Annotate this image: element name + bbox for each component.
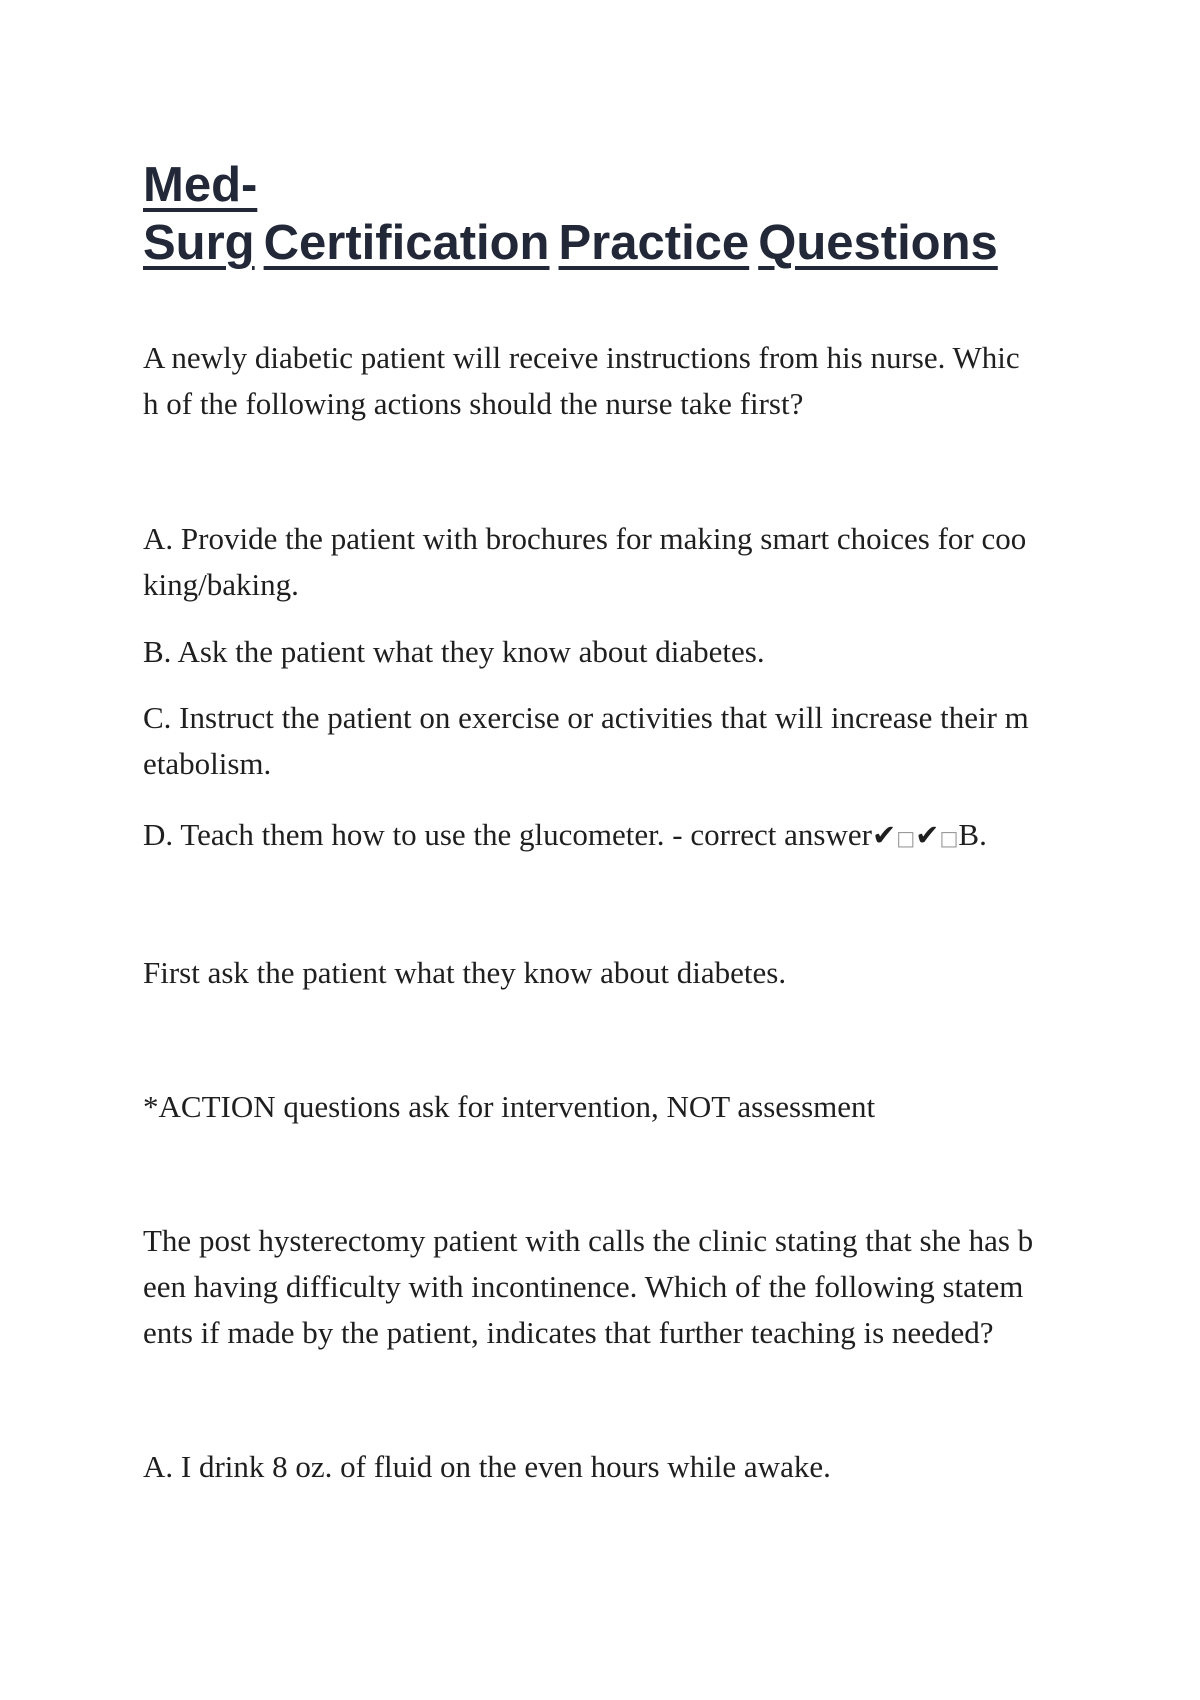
title-word: Med- [143, 158, 258, 212]
question-1-option-b: B. Ask the patient what they know about diabetes. [143, 634, 765, 669]
question-2-option-a: A. I drink 8 oz. of fluid on the even hours while awake. [143, 1449, 831, 1484]
answer-letter: B. [958, 817, 987, 852]
question-1-stem: A newly diabetic patient will receive instructions from his nurse. Whic h of the following actions should the nurse take first? [143, 340, 1020, 421]
title-word: Certification [263, 216, 550, 270]
question-2-stem: The post hysterectomy patient with calls the clinic stating that she has b een having difficulty with incontinence. Which of the following statem ents if made by the patient, indicates that further teaching is needed? [143, 1223, 1034, 1350]
option-d-text: D. Teach them how to use the glucometer. - correct answer [143, 817, 872, 852]
question-1-option-a: A. Provide the patient with brochures for making smart choices for coo king/baking. [143, 521, 1027, 602]
question-1-option-c: C. Instruct the patient on exercise or activities that will increase their m etabolism. [143, 700, 1029, 781]
question-1-rationale: First ask the patient what they know about diabetes. [143, 955, 787, 990]
page-title [143, 156, 1093, 272]
title-word: Questions [758, 216, 998, 270]
check-icon: ✔ [915, 818, 940, 852]
title-line-2 [143, 214, 1093, 272]
title-word: Surg [143, 216, 255, 270]
question-1-option-d [143, 812, 1083, 861]
box-icon: □ [939, 826, 959, 850]
title-word: Practice [558, 216, 750, 270]
question-1-note: *ACTION questions ask for intervention, NOT assessment [143, 1089, 876, 1124]
check-icon: ✔ [871, 818, 897, 852]
title-line-1 [143, 156, 1093, 214]
box-icon: □ [896, 826, 916, 850]
